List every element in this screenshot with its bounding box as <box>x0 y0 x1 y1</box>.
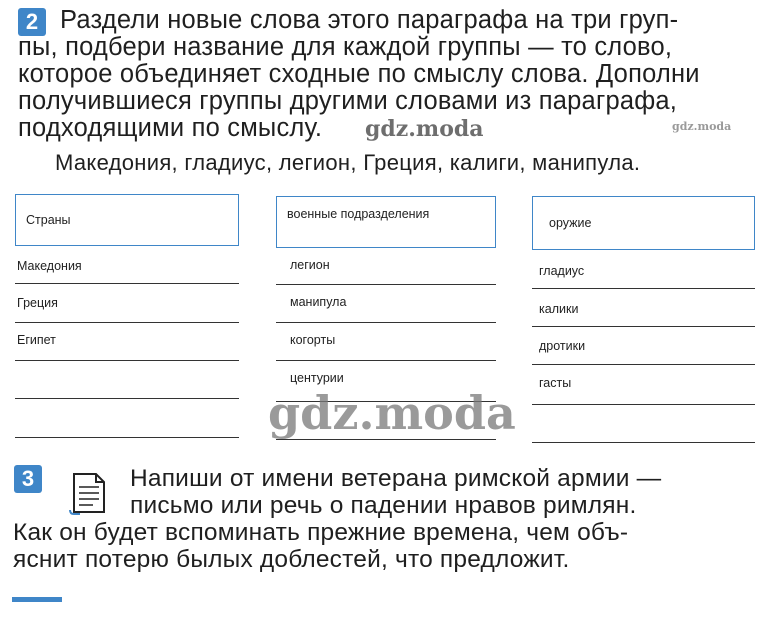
task-2-line: Раздели новые слова этого параграфа на три груп- <box>60 6 679 34</box>
word-list: Македония, гладиус, легион, Греция, калиги, манипула. <box>55 150 641 175</box>
task-3-line: Как он будет вспоминать прежние времена, чем объ- <box>13 519 629 546</box>
watermark-center: gdz.moda <box>268 386 516 440</box>
task-2-line: подходящими по смыслу. <box>18 114 323 142</box>
group-item: центурии <box>290 371 344 385</box>
group-item: Греция <box>17 296 58 310</box>
watermark-inline: gdz.moda <box>365 116 484 142</box>
answer-line[interactable] <box>276 322 496 323</box>
group-title-box[interactable] <box>15 194 239 246</box>
group-item: манипула <box>290 295 347 309</box>
task-2-line: которое объединяет сходные по смыслу слова. Дополни <box>18 60 700 88</box>
task-number-badge: 3 <box>14 465 42 493</box>
answer-line[interactable] <box>15 398 239 399</box>
group-title-box[interactable] <box>276 196 496 248</box>
group-item: Македония <box>17 259 82 273</box>
answer-line[interactable] <box>276 284 496 285</box>
document-icon <box>68 470 108 516</box>
task-3-text <box>13 465 662 573</box>
group-item: гасты <box>539 376 572 390</box>
task-number-badge: 2 <box>18 8 46 36</box>
group-title: оружие <box>549 216 592 230</box>
answer-line[interactable] <box>532 364 755 365</box>
group-item: дротики <box>539 339 586 353</box>
answer-line[interactable] <box>532 404 755 405</box>
task-2-line: получившиеся группы другими словами из параграфа, <box>18 87 678 115</box>
task-3-line: письмо или речь о падении нравов римлян. <box>130 492 637 519</box>
answer-line[interactable] <box>15 360 239 361</box>
answer-line[interactable] <box>15 437 239 438</box>
group-item: Египет <box>17 333 56 347</box>
group-item: гладиус <box>539 264 585 278</box>
task-2-line: пы, подбери название для каждой группы — то слово, <box>18 33 673 61</box>
watermark-small: gdz.moda <box>672 120 732 133</box>
group-title-box[interactable] <box>532 196 755 250</box>
answer-line[interactable] <box>276 360 496 361</box>
group-item: когорты <box>290 333 336 347</box>
task-3-line: Напиши от имени ветерана римской армии — <box>130 465 662 492</box>
answer-line[interactable] <box>532 442 755 443</box>
answer-line[interactable] <box>15 283 239 284</box>
group-title: военные подразделения <box>287 207 430 221</box>
decorative-bar <box>12 597 62 602</box>
group-title: Страны <box>26 213 71 227</box>
answer-line[interactable] <box>532 326 755 327</box>
answer-line[interactable] <box>532 288 755 289</box>
group-item: легион <box>290 258 330 272</box>
task-3-line: яснит потерю былых доблестей, что предложит. <box>13 546 570 573</box>
answer-line[interactable] <box>15 322 239 323</box>
group-item: калики <box>539 302 579 316</box>
